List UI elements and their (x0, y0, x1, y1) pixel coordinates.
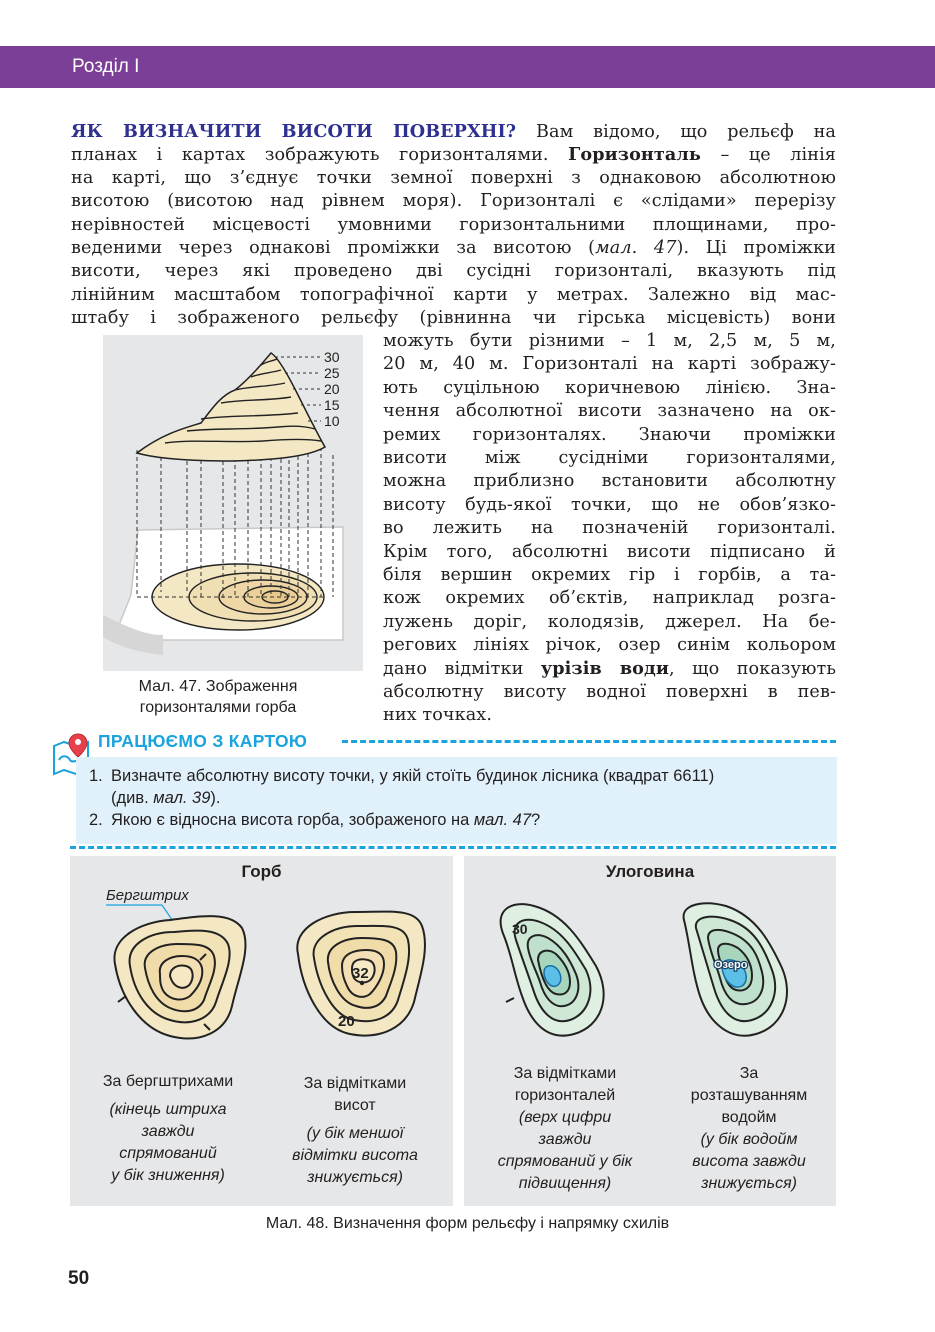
elevation-label-20: 20 (324, 381, 340, 397)
elevation-label-15: 15 (324, 397, 340, 413)
contour-label-20: 20 (338, 1013, 355, 1030)
paragraph-line (71, 260, 836, 283)
paragraph-text: дано відмітки (383, 659, 541, 680)
paragraph-line (71, 284, 836, 307)
paragraph-line (383, 447, 836, 470)
hill-panel (70, 856, 453, 1206)
paragraph-text: них точках. (383, 705, 493, 726)
caption-line: Мал. 47. Зображення (138, 678, 298, 695)
paragraph-line (383, 541, 836, 564)
method-title: За (739, 1065, 759, 1082)
hill-3d-illustration (103, 335, 363, 671)
question-2 (89, 809, 837, 831)
method-title: За відмітками (303, 1075, 407, 1092)
method-title: За відмітками (513, 1065, 617, 1082)
method-title: горизонталей (514, 1087, 616, 1104)
method-title: водойм (721, 1109, 777, 1126)
bergstrich-label: Бергштрих (106, 887, 189, 904)
paragraph-line (383, 611, 836, 634)
main-paragraph (71, 120, 836, 331)
paragraph-line (383, 353, 836, 376)
paragraph-text: можуть бути різними – 1 м, 2,5 м, 5 м, (383, 331, 836, 351)
question-number: 1. (89, 767, 103, 785)
paragraph-line (383, 681, 836, 704)
method-title: За бергштрихами (102, 1073, 234, 1090)
hill-method-bergstrich (78, 1071, 258, 1187)
paragraph-line (71, 167, 836, 190)
method-note: знижується) (701, 1175, 797, 1192)
paragraph-line (383, 330, 836, 353)
paragraph-line (71, 190, 836, 213)
paragraph-line (383, 517, 836, 540)
term-bold: урізів води (540, 658, 669, 680)
method-note: (у бік водойм (700, 1131, 798, 1148)
paragraph-text: кож окремих об’єктів, наприклад розга- (383, 588, 836, 609)
paragraph-text: ють суцільною коричневою лінією. Зна- (383, 377, 836, 398)
paragraph-line (383, 470, 836, 493)
paragraph-text: біля вершин окремих гір і горбів, а та- (383, 564, 836, 585)
elevation-label-10: 10 (324, 413, 340, 429)
hill-contours-svg (70, 856, 453, 1066)
method-note: (у бік меншої (306, 1125, 404, 1142)
hollow-panel (464, 856, 836, 1206)
paragraph-line (383, 564, 836, 587)
paragraph-line (383, 634, 836, 657)
paragraph-text: на карті, що з’єднує точки земної поверхні з однаковою абсолютною (71, 167, 836, 188)
method-note: (верх цифри (518, 1109, 612, 1126)
paragraph-line (383, 704, 836, 727)
hollow-title: Улоговина (605, 862, 695, 881)
lake-label: Озеро (714, 959, 748, 971)
paragraph-line (383, 587, 836, 610)
question-text: ). (210, 789, 221, 807)
paragraph-line (383, 657, 836, 680)
term-bold: Горизонталь (568, 144, 701, 166)
paragraph-text: ). Ці проміжки (676, 237, 836, 258)
paragraph-text: регових лініях річок, озер синім кольором (383, 635, 836, 656)
hollow-method-water-bodies (664, 1063, 834, 1195)
hollow-contours-svg (464, 856, 836, 1066)
paragraph-text: во лежить на позначеній горизонталі. (383, 518, 836, 539)
work-with-map-box (76, 757, 837, 844)
paragraph-text: , що показують (668, 659, 836, 680)
work-with-map-title: ПРАЦЮЄМО З КАРТОЮ (98, 731, 308, 751)
paragraph-text: лінійним масштабом топографічної карти у метрах. Залежно від мас- (71, 284, 836, 305)
question-text: Якою є відносна висота горба, зображеного на (111, 811, 474, 829)
method-title: висот (334, 1097, 376, 1114)
figure-48-caption: Мал. 48. Визначення форм рельєфу і напрямку схилів (265, 1215, 670, 1232)
paragraph-line (71, 237, 836, 260)
paragraph-text: чення абсолютної висоти зазначено на ок- (383, 401, 836, 422)
paragraph-text: ремих горизонталях. Знаючи проміжки (383, 424, 836, 445)
figure-47-caption (98, 676, 338, 718)
paragraph-text: висоти, через які проведено дві сусідні горизонталі, вказують під (71, 261, 836, 282)
figure-47-hill (103, 335, 363, 671)
paragraph-line (383, 494, 836, 517)
paragraph-line (71, 143, 836, 166)
hill-3d-body (137, 353, 325, 461)
paragraph-text: нерівностей місцевості умовними горизонтальними площинами, про- (71, 214, 836, 235)
method-note: (кінець штриха (109, 1101, 227, 1118)
paragraph-line (71, 307, 836, 330)
paragraph-line (71, 120, 836, 143)
paragraph-text: лужень доріг, колодязів, джерел. На бе- (383, 611, 836, 632)
divider (342, 740, 836, 743)
paragraph-text: можна приблизно встановити абсолютну (383, 471, 836, 492)
paragraph-line (71, 214, 836, 237)
paragraph-line (383, 424, 836, 447)
question-text: (див. (111, 789, 154, 807)
figure-reference: мал. 47 (473, 811, 532, 829)
method-note: завжди (538, 1131, 592, 1148)
spot-height-32: 32 (352, 965, 369, 982)
method-note: відмітки висота (292, 1147, 418, 1164)
elevation-label-25: 25 (324, 365, 340, 381)
paragraph-text: висотою (висотою над рівнем моря). Горизонталі є «слідами» перерізу (71, 191, 836, 212)
hill-title: Горб (241, 862, 282, 881)
paragraph-line (383, 377, 836, 400)
method-note: висота завжди (692, 1153, 806, 1170)
contour-label-30: 30 (512, 921, 528, 937)
paragraph-text: штабу і зображеного рельєфу (рівнинна чи гірська місцевість) вони (71, 308, 836, 329)
figure-reference: мал. 39 (153, 789, 211, 807)
question-text: Визначте абсолютну висоту точки, у якій стоїть будинок лісника (квадрат 6611) (111, 767, 715, 785)
paragraph-text: висоту будь-якої точки, що не обов’язко- (383, 494, 836, 515)
method-note: спрямований у бік (497, 1153, 633, 1170)
section-header-bar (0, 46, 935, 88)
paragraph-text: 20 м, 40 м. Горизонталі на карті зображу- (383, 354, 836, 375)
paragraph-text: Вам відомо, що рельєф на (516, 122, 836, 142)
method-note: знижується) (307, 1169, 403, 1186)
method-note: підвищення) (518, 1175, 612, 1192)
hill-contours-bergstrich (114, 916, 245, 1038)
elevation-label-30: 30 (324, 349, 340, 365)
method-title: розташуванням (690, 1087, 808, 1104)
main-paragraph-continued (383, 330, 836, 728)
paragraph-text: – це лінія (700, 145, 836, 166)
figure-reference: мал. 47 (595, 237, 677, 258)
page-number: 50 (68, 1268, 90, 1289)
question-number: 2. (89, 811, 103, 829)
elevation-labels (324, 349, 340, 429)
question-text: ? (531, 811, 541, 829)
caption-line: горизонталями горба (139, 699, 297, 716)
question-1 (89, 765, 837, 809)
section-question-heading: ЯК ВИЗНАЧИТИ ВИСОТИ ПОВЕРХНІ? (71, 121, 517, 142)
method-note: завжди (141, 1123, 195, 1140)
hill-method-spot-heights (265, 1073, 445, 1189)
divider (70, 846, 836, 849)
paragraph-line (383, 400, 836, 423)
paragraph-text: веденими через однакові проміжки за висотою ( (71, 237, 596, 258)
method-note: спрямований (119, 1145, 217, 1162)
paragraph-text: планах і картах зображують горизонталями. (71, 145, 569, 166)
method-note: у бік зниження) (111, 1167, 225, 1184)
paragraph-text: висоти між сусідніми горизонталями, (383, 447, 836, 468)
hollow-method-contour-labels (479, 1063, 651, 1195)
section-title: Розділ І (72, 56, 140, 77)
paragraph-text: абсолютну висоту водної поверхні в пев- (383, 681, 836, 702)
paragraph-text: Крім того, абсолютні висоти підписано й (383, 541, 836, 562)
